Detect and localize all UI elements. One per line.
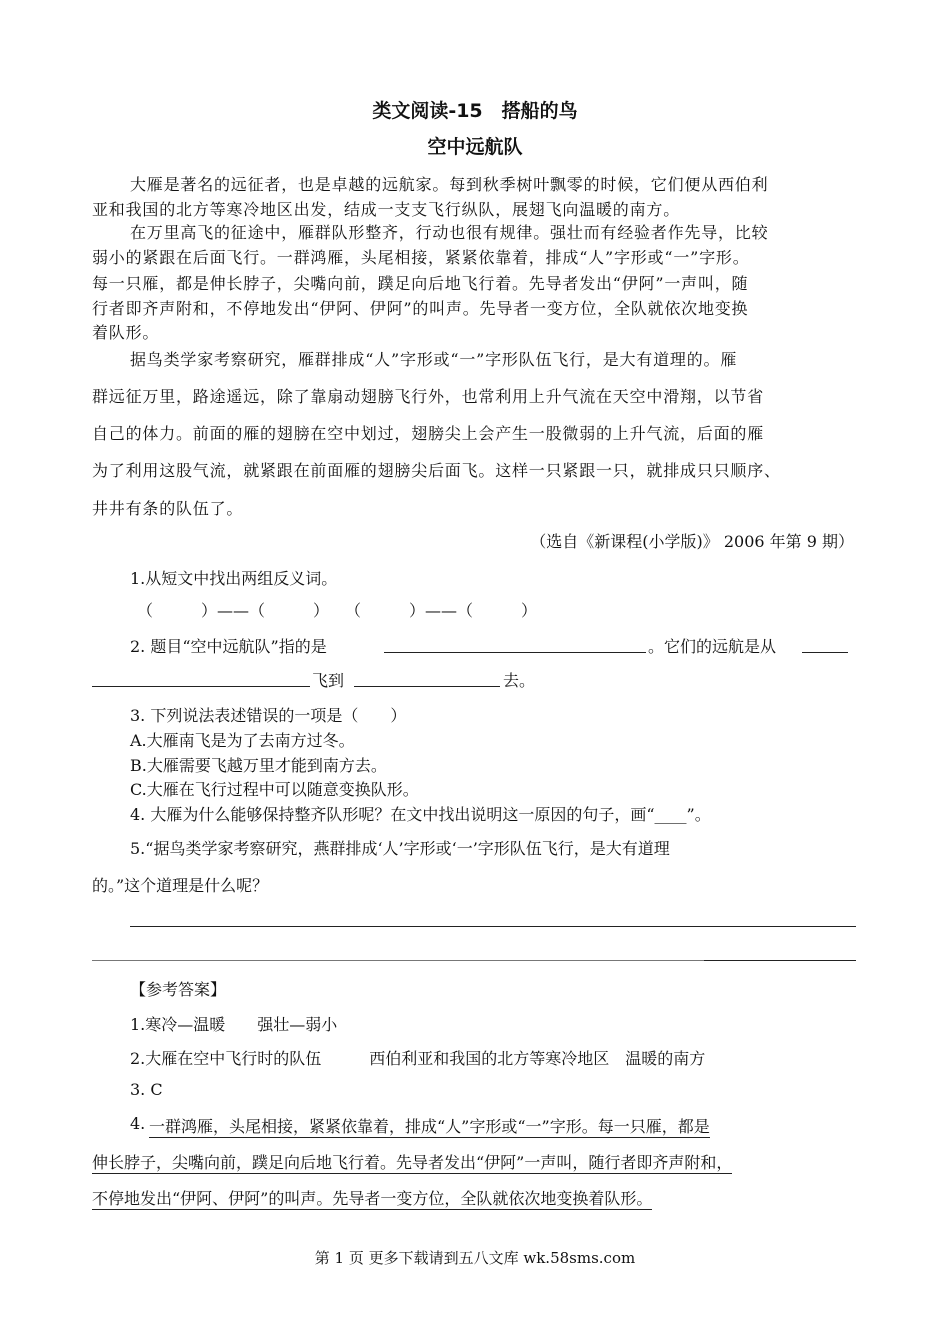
question-5-line-1: 5.“据鸟类学家考察研究，燕群排成‘人’字形或‘一’字形队伍飞行，是大有道理 [130, 839, 670, 858]
answer-3: 3. C [130, 1080, 163, 1099]
answer-2: 2.大雁在空中飞行时的队伍 西伯利亚和我国的北方等寒冷地区 温暖的南方 [130, 1049, 706, 1068]
answer-blank[interactable] [354, 686, 500, 687]
option-c: C.大雁在飞行过程中可以随意变换队形。 [130, 780, 419, 799]
option-a: A.大雁南飞是为了去南方过冬。 [130, 731, 355, 750]
passage-line: 在万里高飞的征途中，雁群队形整齐，行动也很有规律。强壮而有经验者作先导，比较 [130, 223, 769, 242]
question-5-line-2: 的。”这个道理是什么呢？ [92, 876, 269, 895]
passage-line: 行者即齐声附和，不停地发出“伊阿、伊阿”的叫声。先导者一变方位，全队就依次地变换 [92, 299, 749, 318]
answer-4-line-1 [149, 1114, 710, 1137]
answer-1: 1.寒冷—温暖 强壮—弱小 [130, 1015, 338, 1034]
question-1: 1.从短文中找出两组反义词。 [130, 569, 338, 588]
answer-blank[interactable] [92, 686, 310, 687]
passage-line: 大雁是著名的远征者，也是卓越的远航家。每到秋季树叶飘零的时候，它们便从西伯利 [130, 175, 769, 194]
answer-4-prefix: 4. [130, 1114, 146, 1133]
option-b: B.大雁需要飞越万里才能到南方去。 [130, 756, 387, 775]
question-2-part-d: 去。 [503, 671, 536, 690]
answer-line[interactable] [130, 926, 856, 927]
underlined-sentence: 不停地发出“伊阿、伊阿”的叫声。先导者一变方位，全队就依次地变换着队形。 [92, 1189, 653, 1208]
passage-line: 据鸟类学家考察研究，雁群排成“人”字形或“一”字形队伍飞行，是大有道理的。雁 [130, 350, 738, 369]
underlined-sentence: 伸长脖子，尖嘴向前，蹼足向后地飞行着。先导者发出“伊阿”一声叫，随行者即齐声附和， [92, 1153, 733, 1172]
answers-heading: 【参考答案】 [130, 980, 227, 999]
question-3: 3. 下列说法表述错误的一项是（ ） [130, 706, 407, 725]
answer-line-end [704, 960, 856, 961]
underlined-sentence: 一群鸿雁，头尾相接，紧紧依靠着，排成“人”字形或“一”字形。每一只雁，都是 [149, 1117, 710, 1136]
question-2-part-b: 。它们的远航是从 [648, 637, 777, 656]
passage-source: （选自《新课程(小学版)》 2006 年第 9 期） [530, 532, 854, 551]
page-footer: 第 1 页 更多下载请到五八文库 wk.58sms.com [314, 1249, 636, 1267]
answer-4-line-2 [92, 1150, 732, 1173]
passage-line: 每一只雁，都是伸长脖子，尖嘴向前，蹼足向后地飞行着。先导者发出“伊阿”一声叫，随 [92, 274, 749, 293]
passage-line: 弱小的紧跟在后面飞行。一群鸿雁，头尾相接，紧紧依靠着，排成“人”字形或“一”字形。 [92, 248, 750, 267]
answer-blank[interactable] [384, 652, 646, 653]
passage-line: 自己的体力。前面的雁的翅膀在空中划过，翅膀尖上会产生一股微弱的上升气流，后面的雁 [92, 424, 765, 443]
passage-line: 群远征万里，路途遥远，除了靠扇动翅膀飞行外，也常利用上升气流在天空中滑翔，以节省 [92, 387, 765, 406]
answer-blank[interactable] [802, 652, 848, 653]
question-2-part-a: 2. 题目“空中远航队”指的是 [130, 637, 327, 656]
passage-line: 着队形。 [92, 323, 160, 342]
answer-4-line-3 [92, 1186, 652, 1209]
passage-line: 为了利用这股气流，就紧跟在前面雁的翅膀尖后面飞。这样一只紧跟一只，就排成只只顺序、 [92, 461, 781, 480]
passage-line: 井井有条的队伍了。 [92, 499, 244, 518]
passage-title: 空中远航队 [427, 136, 523, 158]
document-title: 类文阅读-15 搭船的鸟 [372, 100, 578, 122]
passage-line: 亚和我国的北方等寒冷地区出发，结成一支支飞行纵队，展翅飞向温暖的南方。 [92, 200, 681, 219]
question-4: 4. 大雁为什么能够保持整齐队形呢？在文中找出说明这一原因的句子，画“____”。 [130, 805, 711, 824]
question-1-blanks: （ ）——（ ） （ ）——（ ） [137, 601, 538, 620]
question-2-part-c: 飞到 [312, 671, 345, 690]
